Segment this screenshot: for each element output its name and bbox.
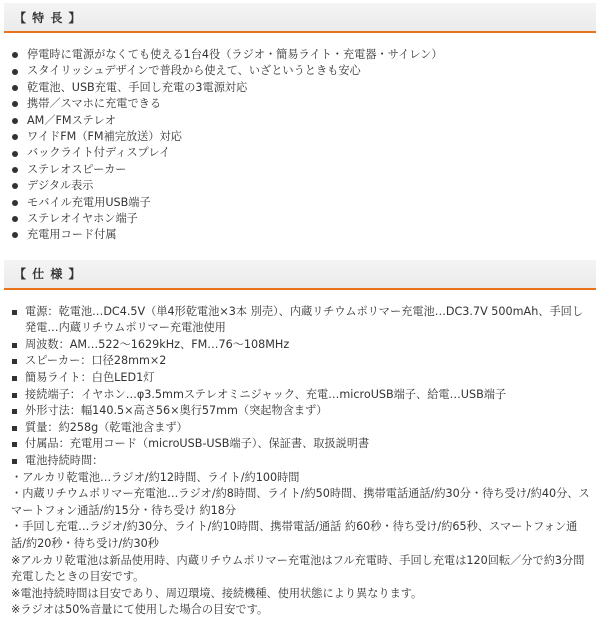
bullet-icon — [12, 101, 18, 107]
square-bullet-icon — [12, 442, 17, 447]
bullet-icon — [12, 85, 18, 91]
specs-header — [4, 260, 596, 290]
features-list — [4, 47, 596, 244]
spec-row: スピーカー：口径28mm×2 — [11, 353, 590, 370]
spec-row: 外形寸法：幅140.5×高さ56×奥行57mm（突起物含まず） — [11, 403, 590, 420]
battery-note: ・内蔵リチウムポリマー充電池…ラジオ/約8時間、ライト/約50時間、携帯電話通話/約30分・待ち受け/約40分、スマートフォン通話/約15分・待ち受け 約18分 — [11, 487, 590, 517]
feature-item: モバイル充電用USB端子 — [12, 195, 596, 211]
spec-row: 電池持続時間： — [11, 453, 590, 470]
square-bullet-icon — [12, 409, 17, 414]
square-bullet-icon — [12, 376, 17, 381]
feature-item: 乾電池、USB充電、手回し充電の3電源対応 — [12, 80, 596, 96]
spec-row: 周波数：AM…522〜1629kHz、FM…76〜108MHz — [11, 337, 590, 354]
feature-item: 充電用コード付属 — [12, 227, 596, 243]
battery-note: ・手回し充電…ラジオ/約30分、ライト/約10時間、携帯電話/通話 約60秒・待ち受け/約65秒、スマートフォン通話/約20秒・待ち受け/約30秒 — [11, 520, 578, 550]
battery-note: ・アルカリ乾電池…ラジオ/約12時間、ライト/約100時間 — [11, 470, 300, 484]
square-bullet-icon — [12, 426, 17, 431]
bullet-icon — [12, 151, 18, 157]
feature-item: バックライト付ディスプレイ — [12, 145, 596, 161]
bullet-icon — [12, 52, 18, 58]
square-bullet-icon — [12, 310, 17, 315]
spec-row: 接続端子：イヤホン…φ3.5mmステレオミニジャック、充電…microUSB端子、給電…USB端子 — [11, 387, 590, 404]
bullet-icon — [12, 216, 18, 222]
square-bullet-icon — [12, 459, 17, 464]
bullet-icon — [12, 118, 18, 124]
features-header — [4, 3, 596, 33]
feature-item: スタイリッシュデザインで普段から使えて、いざというときも安心 — [12, 63, 596, 79]
bullet-icon — [12, 134, 18, 140]
bullet-icon — [12, 232, 18, 238]
spec-row: 電源：乾電池…DC4.5V（単4形乾電池×3本 別売）、内蔵リチウムポリマー充電池…DC3.7V 500mAh、手回し発電…内蔵リチウムポリマー充電池使用 — [11, 304, 590, 337]
square-bullet-icon — [12, 393, 17, 398]
feature-item: 停電時に電源がなくても使える1台4役（ラジオ・簡易ライト・充電器・サイレン） — [12, 47, 596, 63]
features-title: 【 特 長 】 — [14, 10, 82, 25]
feature-item: ステレオイヤホン端子 — [12, 211, 596, 227]
spec-row: 簡易ライト：白色LED1灯 — [11, 370, 590, 387]
spec-row: 質量：約258g（乾電池含まず） — [11, 420, 590, 437]
feature-item: ステレオスピーカー — [12, 162, 596, 178]
feature-item: デジタル表示 — [12, 178, 596, 194]
feature-item: ワイドFM（FM補完放送）対応 — [12, 129, 596, 145]
feature-item: 携帯／スマホに充電できる — [12, 96, 596, 112]
bullet-icon — [12, 167, 18, 173]
footnote: ※ラジオは50%音量にて使用した場合の目安です。 — [11, 603, 269, 617]
bullet-icon — [12, 69, 18, 75]
footnote: ※アルカリ乾電池は新品使用時、内蔵リチウムポリマー充電池はフル充電時、手回し充電は120回転／分で約3分間充電したときの目安です。 — [11, 553, 585, 584]
bullet-icon — [12, 183, 18, 189]
footnote: ※電池持続時間は目安であり、周辺環境、接続機種、使用状態により異なります。 — [11, 586, 423, 600]
feature-item: AM／FMステレオ — [12, 113, 596, 129]
spec-row: 付属品：充電用コード（microUSB-USB端子）、保証書、取扱説明書 — [11, 436, 590, 453]
square-bullet-icon — [12, 359, 17, 364]
specs-title: 【 仕 様 】 — [14, 267, 82, 282]
square-bullet-icon — [12, 343, 17, 348]
bullet-icon — [12, 200, 18, 206]
specs-list — [4, 304, 596, 619]
